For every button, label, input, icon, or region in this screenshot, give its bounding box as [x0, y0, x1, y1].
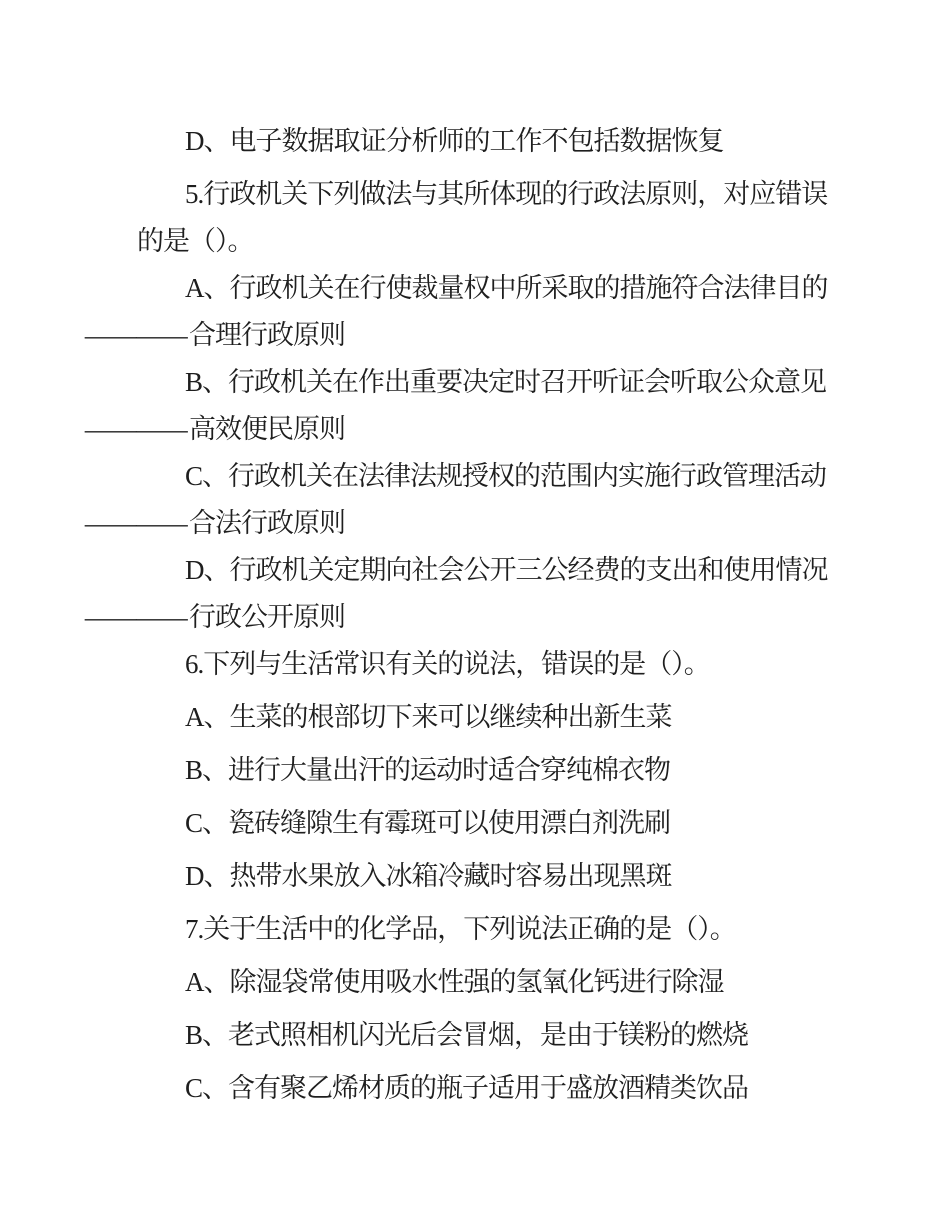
- line-text: 合法行政原则: [189, 508, 345, 538]
- text-line: A、生菜的根部切下来可以继续种出新生菜: [185, 702, 672, 732]
- text-line: B、行政机关在作出重要决定时召开听证会听取公众意见: [185, 367, 827, 397]
- em-dash-rule: ——: [85, 414, 188, 444]
- text-line: D、热带水果放入冰箱冷藏时容易出现黑斑: [185, 861, 672, 891]
- line-text: 合理行政原则: [189, 320, 345, 350]
- text-line: 5.行政机关下列做法与其所体现的行政法原则，对应错误: [185, 179, 828, 209]
- text-line: [85, 409, 885, 450]
- text-line: [85, 503, 885, 544]
- exam-text-block: [85, 115, 885, 1115]
- text-line: [85, 315, 885, 356]
- line-text: 行政公开原则: [189, 602, 345, 632]
- line-text: 高效便民原则: [189, 414, 345, 444]
- text-line: B、老式照相机闪光后会冒烟，是由于镁粉的燃烧: [185, 1020, 749, 1050]
- em-dash-rule: ——: [85, 320, 188, 350]
- text-line: D、行政机关定期向社会公开三公经费的支出和使用情况: [185, 555, 828, 585]
- em-dash-rule: ——: [85, 602, 188, 632]
- text-line: 6.下列与生活常识有关的说法，错误的是（）。: [185, 649, 710, 679]
- text-line: C、瓷砖缝隙生有霉斑可以使用漂白剂洗刷: [185, 808, 671, 838]
- em-dash-rule: ——: [85, 508, 188, 538]
- text-line: C、行政机关在法律法规授权的范围内实施行政管理活动: [185, 461, 827, 491]
- text-line: [85, 597, 885, 638]
- text-line: A、行政机关在行使裁量权中所采取的措施符合法律目的: [185, 273, 828, 303]
- text-line: 的是（）。: [137, 226, 254, 256]
- text-line: C、含有聚乙烯材质的瓶子适用于盛放酒精类饮品: [185, 1073, 749, 1103]
- text-line: 7.关于生活中的化学品，下列说法正确的是（）。: [185, 914, 736, 944]
- text-line: D、电子数据取证分析师的工作不包括数据恢复: [185, 126, 724, 156]
- text-line: B、进行大量出汗的运动时适合穿纯棉衣物: [185, 755, 671, 785]
- text-line: A、除湿袋常使用吸水性强的氢氧化钙进行除湿: [185, 967, 724, 997]
